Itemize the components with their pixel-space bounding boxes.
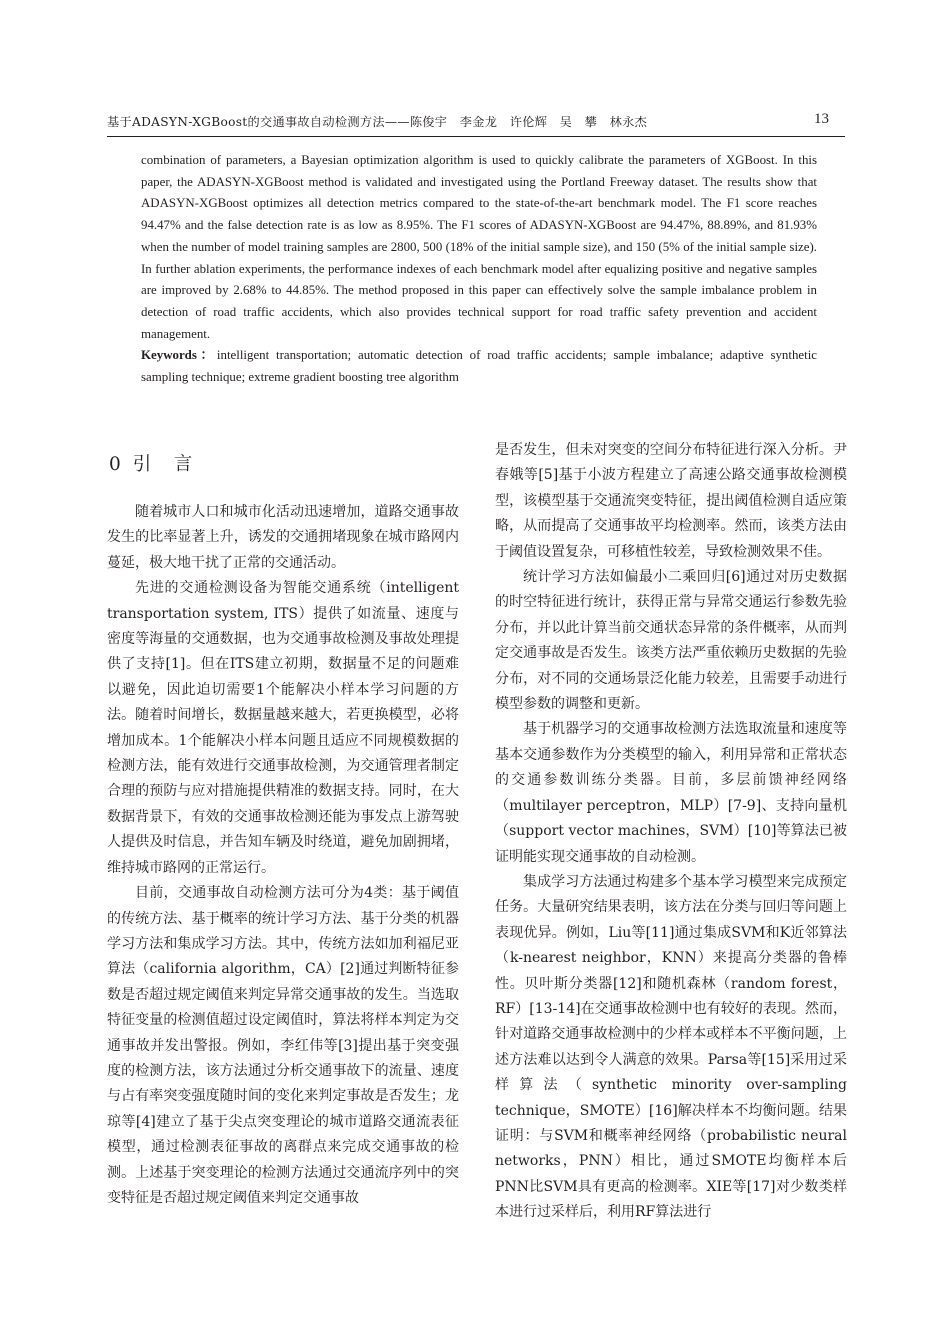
abstract-text: combination of parameters, a Bayesian optimization algorithm is used to quickly calibrate the parameters of XGBoost. In this paper, the ADASYN-XGBoost method is validated and investigated using the Portland Freeway dataset. The results show that ADASYN-XGBoost optimizes all detection metrics compared to the state-of-the-art benchmark model. The F1 score reaches 94.47% and the false detection rate is as low as 8.95%. The F1 scores of ADASYN-XGBoost are 94.47%, 88.89%, and 81.93% when the number of model training samples are 2800, 500 (18% of the initial sample size), and 150 (5% of the initial sample size). In further ablation experiments, the performance indexes of each benchmark model after equalizing positive and negative samples are improved by 2.68% to 44.85%. The method proposed in this paper can effectively solve the sample imbalance problem in detection of road traffic accidents, which also provides technical support for road traffic safety prevention and accident management. [141,153,817,341]
paragraph: 目前，交通事故自动检测方法可分为4类：基于阈值的传统方法、基于概率的统计学习方法、基于分类的机器学习方法和集成学习方法。其中，传统方法如加利福尼亚算法（california algorithm，CA）[2]通过判断特征参数是否超过规定阈值来判定异常交通事故的发生。当选取特征变量的检测值超过设定阈值时，算法将样本判定为交通事故并发出警报。例如，李红伟等[3]提出基于突变强度的检测方法，该方法通过分析交通事故下的流量、速度与占有率突变强度随时间的变化来判定事故是否发生；龙琼等[4]建立了基于尖点突变理论的城市道路交通流表征模型，通过检测表征事故的离群点来完成交通事故的检测。上述基于突变理论的检测方法通过交通流序列中的突变特征是否超过规定阈值来判定交通事故 [107,885,459,1206]
keywords-line [141,345,817,388]
running-title: 基于ADASYN-XGBoost的交通事故自动检测方法——陈俊宇 李金龙 许伦辉 吴 攀 林永杰 [107,115,648,129]
page-number: 13 [814,111,829,127]
paragraph: 统计学习方法如偏最小二乘回归[6]通过对历史数据的时空特征进行统计，获得正常与异常交通运行参数先验分布，并以此计算当前交通状态异常的条件概率，从而判定交通事故是否发生。该类方法严重依赖历史数据的先验分布，对不同的交通场景泛化能力较差，且需要手动进行模型参数的调整和更新。 [495,569,847,713]
running-header [107,110,845,137]
paragraph: 随着城市人口和城市化活动迅速增加，道路交通事故发生的比率显著上升，诱发的交通拥堵现象在城市路网内蔓延，极大地干扰了正常的交通活动。 [107,504,459,571]
paragraph: 先进的交通检测设备为智能交通系统（intelligent transportation system, ITS）提供了如流量、速度与密度等海量的交通数据，也为交通事故检测及事故处理提供了支持[1]。但在ITS建立初期，数据量不足的问题难以避免，因此迫切需要1个能解决小样本学习问题的方法。随着时间增长，数据量越来越大，若更换模型，必将增加成本。1个能解决小样本问题且适应不同规模数据的检测方法，能有效进行交通事故检测，为交通管理者制定合理的预防与应对措施提供精准的数据支持。同时，在大数据背景下，有效的交通事故检测还能为事发点上游驾驶人提供及时信息，并告知车辆及时绕道，避免加剧拥堵，维持城市路网的正常运行。 [107,580,459,876]
paragraph: 基于机器学习的交通事故检测方法选取流量和速度等基本交通参数作为分类模型的输入，利用异常和正常状态的交通参数训练分类器。目前，多层前馈神经网络（multilayer perceptron，MLP）[7-9]、支持向量机（support vector machines，SVM）[10]等算法已被证明能实现交通事故的自动检测。 [495,721,847,865]
section-title: 引 言 [132,454,195,475]
paragraph: 集成学习方法通过构建多个基本学习模型来完成预定任务。大量研究结果表明，该方法在分类与回归等问题上表现优异。例如，Liu等[11]通过集成SVM和K近邻算法（k-nearest neighbor，KNN）来提高分类器的鲁棒性。贝叶斯分类器[12]和随机森林（random forest，RF）[13-14]在交通事故检测中也有较好的表现。然而，针对道路交通事故检测中的少样本或样本不平衡问题，上述方法难以达到令人满意的效果。Parsa等[15]采用过采样算法（synthetic minority over-sampling technique，SMOTE）[16]解决样本不均衡问题。结果证明：与SVM和概率神经网络（probabilistic neural networks，PNN）相比，通过SMOTE均衡样本后PNN比SVM具有更高的检测率。XIE等[17]对少数类样本进行过采样后，利用RF算法进行 [495,873,847,1221]
keywords-text: intelligent transportation; automatic detection of road traffic accidents; sample imbalance; adaptive synthetic sampling technique; extreme gradient boosting tree algorithm [141,348,817,385]
paragraph-continued: 是否发生，但未对突变的空间分布特征进行深入分析。尹春娥等[5]基于小波方程建立了高速公路交通事故检测模型，该模型基于交通流突变特征，提出阈值检测自适应策略，从而提高了交通事故平均检测率。然而，该类方法由于阈值设置复杂，可移植性较差，导致检测效果不佳。 [495,442,847,560]
english-abstract [141,150,817,389]
section-number: 0 [109,454,123,475]
left-column [107,440,459,1211]
section-heading [109,452,459,478]
keywords-label: Keywords： [141,348,217,363]
right-column [495,438,847,1226]
